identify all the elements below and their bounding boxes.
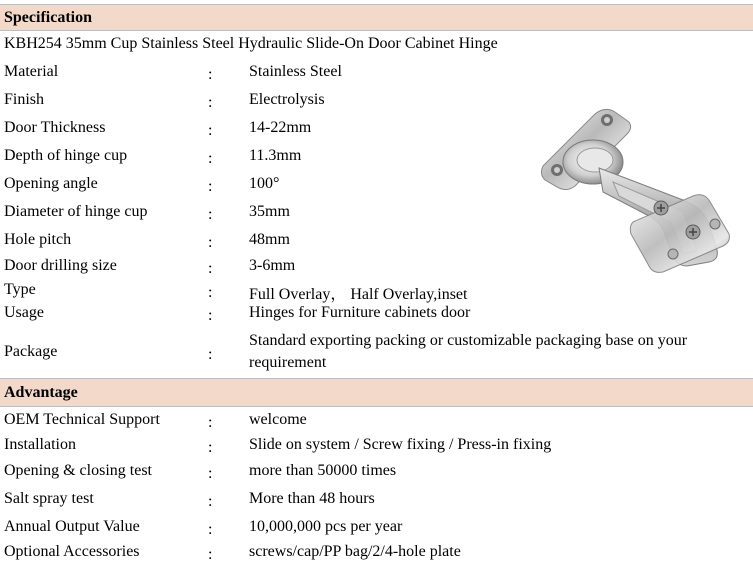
spec-label: Type bbox=[4, 281, 36, 298]
separator: : bbox=[208, 521, 213, 538]
advantage-value: More than 48 hours bbox=[249, 490, 375, 507]
spec-value: Stainless Steel bbox=[249, 63, 342, 80]
advantage-value: screws/cap/PP bag/2/4-hole plate bbox=[249, 543, 461, 560]
spec-label: Door Thickness bbox=[4, 119, 106, 136]
spec-label: Opening angle bbox=[4, 175, 98, 192]
separator: : bbox=[208, 346, 213, 363]
advantage-label: Salt spray test bbox=[4, 490, 94, 507]
separator: : bbox=[208, 150, 213, 167]
spec-value: Electrolysis bbox=[249, 91, 325, 108]
separator: : bbox=[208, 122, 213, 139]
separator: : bbox=[208, 284, 213, 301]
separator: : bbox=[208, 206, 213, 223]
spec-label: Finish bbox=[4, 91, 45, 108]
separator: : bbox=[208, 234, 213, 251]
specification-heading: Specification bbox=[0, 5, 753, 30]
separator: : bbox=[208, 94, 213, 111]
separator: : bbox=[208, 546, 213, 563]
separator: : bbox=[208, 66, 213, 83]
separator: : bbox=[208, 260, 213, 277]
spec-value: Standard exporting packing or customizable packaging base on your requirement bbox=[249, 332, 688, 371]
spec-value: 14-22mm bbox=[249, 119, 312, 136]
advantage-heading: Advantage bbox=[0, 379, 753, 406]
divider bbox=[0, 30, 753, 31]
separator: : bbox=[208, 307, 213, 324]
spec-label: Hole pitch bbox=[4, 231, 72, 248]
divider bbox=[0, 406, 753, 407]
advantage-label: OEM Technical Support bbox=[4, 411, 160, 428]
separator: : bbox=[208, 493, 213, 510]
spec-label: Usage bbox=[4, 304, 44, 321]
advantage-value: welcome bbox=[249, 411, 307, 428]
product-title: KBH254 35mm Cup Stainless Steel Hydraulic Slide-On Door Cabinet Hinge bbox=[4, 35, 498, 52]
spec-value: 35mm bbox=[249, 203, 290, 220]
separator: : bbox=[208, 178, 213, 195]
advantage-label: Installation bbox=[4, 436, 76, 453]
spec-value: 100° bbox=[249, 175, 280, 192]
advantage-value: more than 50000 times bbox=[249, 462, 397, 479]
separator: : bbox=[208, 439, 213, 456]
advantage-value: 10,000,000 pcs per year bbox=[249, 518, 403, 535]
separator: : bbox=[208, 465, 213, 482]
spec-label: Package bbox=[4, 343, 58, 360]
advantage-label: Optional Accessories bbox=[4, 543, 140, 560]
spec-value: Hinges for Furniture cabinets door bbox=[249, 304, 471, 321]
advantage-value: Slide on system / Screw fixing / Press-in fixing bbox=[249, 436, 552, 453]
spec-value: 3-6mm bbox=[249, 257, 296, 274]
spec-label: Material bbox=[4, 63, 59, 80]
spec-label: Diameter of hinge cup bbox=[4, 203, 148, 220]
advantage-label: Opening & closing test bbox=[4, 462, 152, 479]
spec-value: Full Overlay， Half Overlay,inset bbox=[249, 286, 468, 303]
separator: : bbox=[208, 414, 213, 431]
cabinet-hinge-photo bbox=[533, 104, 733, 274]
spec-label: Depth of hinge cup bbox=[4, 147, 128, 164]
spec-value: 11.3mm bbox=[249, 147, 302, 164]
spec-label: Door drilling size bbox=[4, 257, 117, 274]
advantage-label: Annual Output Value bbox=[4, 518, 140, 535]
spec-value: 48mm bbox=[249, 231, 290, 248]
